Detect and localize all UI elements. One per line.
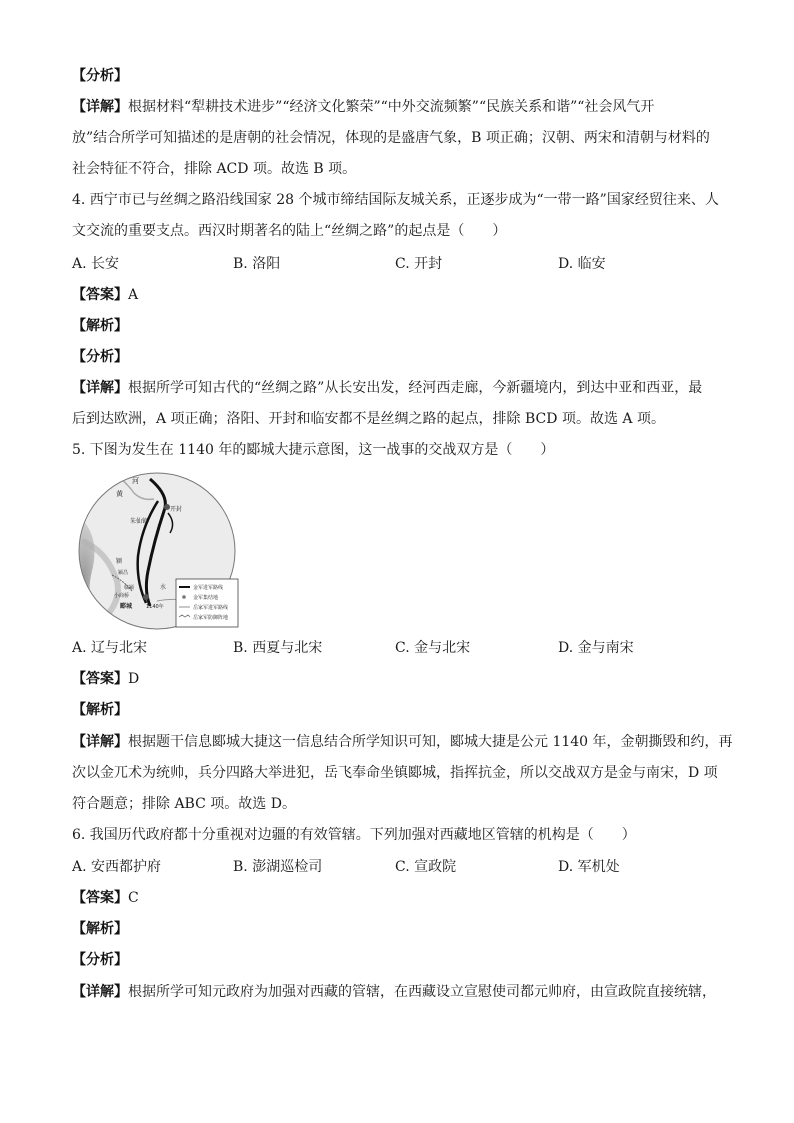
map-label: 小商桥 (114, 593, 130, 599)
battle-map-svg (72, 471, 242, 631)
map-label: 开封 (170, 506, 183, 513)
battle-map (72, 471, 242, 631)
question-6-stem: 6. 我国历代政府都十分重视对边疆的有效管辖。下列加强对西藏地区管辖的机构是（ ） (72, 827, 636, 843)
option-b: B. 洛阳 (233, 256, 281, 272)
map-label: 郾城 (120, 603, 133, 610)
detail-line: 【详解】根据所学可知元政府为加强对西藏的管辖，在西藏设立宣慰使司都元帅府，由宣政院直接统辖， (72, 984, 716, 1000)
option-d: D. 金与南宋 (558, 640, 634, 656)
detail-line: 【详解】根据题干信息郾城大捷这一信息结合所学知识可知，郾城大捷是公元 1140 年，金朝撕毁和约，再 (72, 734, 733, 750)
option-b: B. 西夏与北宋 (233, 640, 323, 656)
legend-swatch (182, 595, 186, 599)
analysis-label: 【分析】 (72, 349, 128, 365)
analysis-label: 【分析】 (72, 952, 128, 968)
map-label: 临颍 (124, 585, 135, 591)
answer-value: A (128, 287, 139, 303)
detail-line: 社会特征不符合，排除 ACD 项。故选 B 项。 (72, 161, 357, 177)
detail-line: 符合题意；排除 ABC 项。故选 D。 (72, 796, 296, 812)
detail-line: 次以金兀术为统帅，兵分四路大举进犯，岳飞奉命坐镇郾城，指挥抗金，所以交战双方是金与南宋，D 项 (72, 765, 718, 781)
analysis-label: 【分析】 (72, 68, 128, 84)
option-d: D. 军机处 (558, 859, 620, 875)
detail-line: 放”结合所学可知描述的是唐朝的社会情况，体现的是盛唐气象，B 项正确；汉朝、两宋和清朝与材料的 (72, 130, 710, 146)
question-4-stem: 文交流的重要支点。西汉时期著名的陆上“丝绸之路”的起点是（ ） (72, 223, 507, 239)
option-a: A. 安西都护府 (72, 859, 162, 875)
detail-line: 【详解】根据材料“犁耕技术进步”“经济文化繁荣”“中外交流频繁”“民族关系和谐”“社会风气开 (72, 99, 655, 115)
answer-line: 【答案】D (72, 671, 140, 687)
question-4-stem: 4. 西宁市已与丝绸之路沿线国家 28 个城市缔结国际友城关系，正逐步成为“一带一路”国家经贸往来、人 (72, 192, 719, 208)
map-label: 1140年 (146, 604, 164, 610)
option-c: C. 宣政院 (395, 859, 457, 875)
explain-label: 【解析】 (72, 318, 128, 334)
map-label: 水 (160, 584, 167, 591)
answer-value: C (128, 890, 139, 906)
map-label: 黄 (116, 490, 123, 498)
legend-item: 金军集结地 (193, 595, 219, 601)
detail-line: 【详解】根据所学可知古代的“丝绸之路”从长安出发，经河西走廊，今新疆境内，到达中亚和西亚，最 (72, 380, 703, 396)
city-yancheng (143, 594, 149, 600)
option-c: C. 金与北宋 (395, 640, 471, 656)
map-label: 颍昌 (118, 570, 129, 576)
map-legend (176, 579, 238, 627)
option-a: A. 辽与北宋 (72, 640, 148, 656)
map-label: 朱仙镇 (130, 518, 149, 525)
option-c: C. 开封 (395, 256, 443, 272)
question-5-stem: 5. 下图为发生在 1140 年的郾城大捷示意图，这一战事的交战双方是（ ） (72, 442, 555, 458)
detail-line: 后到达欧洲，A 项正确；洛阳、开封和临安都不是丝绸之路的起点，排除 BCD 项。故选 A 项。 (72, 411, 665, 427)
answer-value: D (128, 671, 140, 687)
legend-item: 岳家军进军路线 (193, 605, 229, 611)
map-label: 颍 (116, 558, 123, 565)
explain-label: 【解析】 (72, 702, 128, 718)
detail-label: 【详解】 (72, 99, 128, 115)
question-6-options (72, 857, 724, 877)
answer-line: 【答案】A (72, 287, 139, 303)
option-a: A. 长安 (72, 256, 120, 272)
answer-line: 【答案】C (72, 890, 139, 906)
question-4-options (72, 254, 724, 274)
explain-label: 【解析】 (72, 921, 128, 937)
option-d: D. 临安 (558, 256, 606, 272)
legend-item: 金军进军路线 (193, 585, 224, 591)
option-b: B. 澎湖巡检司 (233, 859, 323, 875)
legend-item: 岳家军防御阵地 (193, 615, 229, 621)
question-5-options (72, 638, 724, 658)
map-label: 河 (132, 477, 139, 485)
